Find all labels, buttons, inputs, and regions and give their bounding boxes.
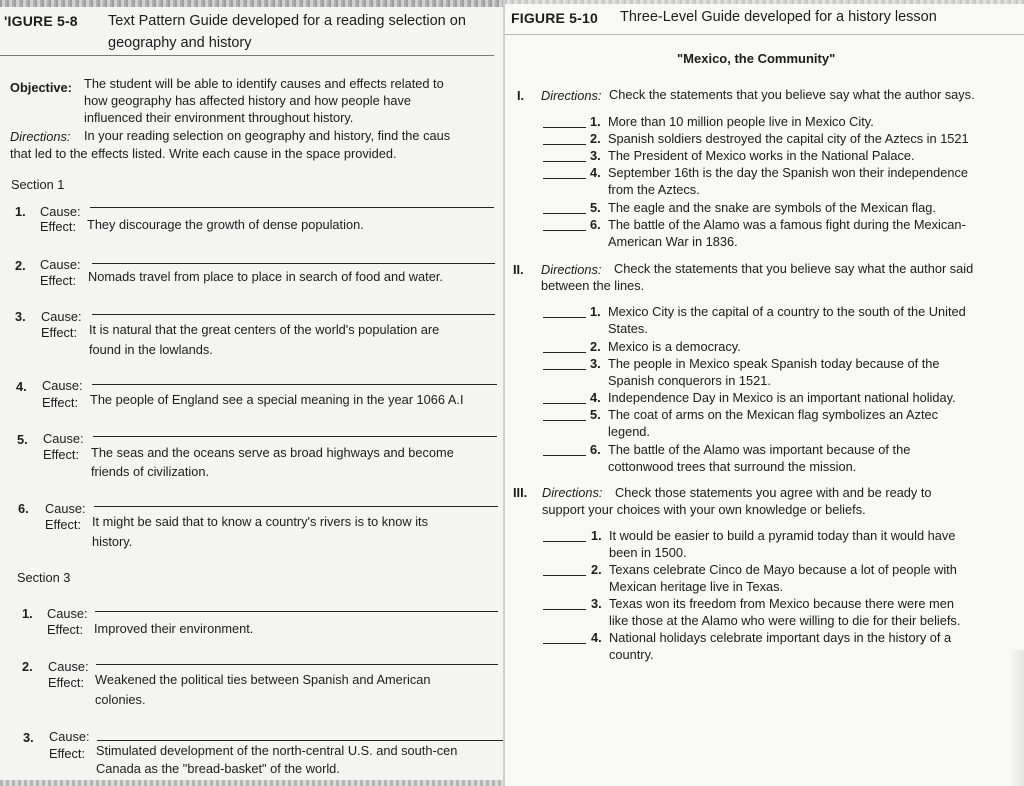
directions-line-2: that led to the effects listed. Write each cause in the space provided. — [10, 146, 397, 161]
statement-text: The coat of arms on the Mexican flag symbolizes an Aztec — [608, 407, 939, 422]
left-page — [0, 0, 503, 786]
cause-answer-line[interactable] — [90, 207, 494, 208]
cause-answer-line[interactable] — [97, 740, 503, 741]
figure-label: 'IGURE 5-8 — [4, 13, 78, 29]
effect-label: Effect: — [49, 746, 86, 761]
cause-answer-line[interactable] — [96, 664, 498, 665]
check-blank[interactable] — [543, 369, 586, 370]
statement-text-continued: been in 1500. — [609, 545, 687, 560]
cause-label: Cause: — [48, 659, 89, 674]
directions-label: Directions: — [541, 262, 602, 277]
lesson-title: "Mexico, the Community" — [677, 51, 836, 66]
effect-text: Nomads travel from place to place in search of food and water. — [88, 269, 443, 284]
item-number: 5. — [590, 200, 601, 215]
check-blank[interactable] — [543, 541, 586, 542]
directions-text: Check the statements that you believe say what the author says. — [609, 87, 975, 102]
effect-label: Effect: — [40, 273, 77, 288]
item-number: 2. — [15, 258, 26, 273]
statement-text-continued: cottonwood trees that surround the mission. — [608, 459, 857, 474]
cause-answer-line[interactable] — [94, 506, 498, 507]
item-number: 6. — [590, 442, 601, 457]
item-number: 3. — [591, 596, 602, 611]
statement-text-continued: country. — [609, 647, 654, 662]
statement-text-continued: Spanish conquerors in 1521. — [608, 373, 771, 388]
effect-text: Weakened the political ties between Spanish and American — [95, 672, 431, 687]
statement-text: The battle of the Alamo was important because of the — [608, 442, 911, 457]
statement-text: Mexico City is the capital of a country to the south of the United — [608, 304, 966, 319]
page-edge-scan-artifact — [0, 780, 503, 786]
page-curl-shadow — [1010, 650, 1024, 786]
effect-text: It might be said that to know a country's rivers is to know its — [92, 514, 429, 529]
check-blank[interactable] — [543, 144, 586, 145]
cause-label: Cause: — [40, 204, 81, 219]
statement-text: The people in Mexico speak Spanish today because of the — [608, 356, 940, 371]
cause-answer-line[interactable] — [92, 384, 497, 385]
directions-line-1: In your reading selection on geography and history, find the caus — [84, 128, 451, 143]
objective-line-3: influenced their environment throughout history. — [84, 110, 354, 125]
directions-label: Directions: — [541, 88, 602, 103]
statement-text: More than 10 million people live in Mexico City. — [608, 114, 874, 129]
cause-answer-line[interactable] — [92, 314, 495, 315]
effect-text: The people of England see a special meaning in the year 1066 A.I — [90, 392, 464, 407]
cause-answer-line[interactable] — [95, 611, 498, 612]
page-edge-scan-artifact — [0, 0, 503, 7]
check-blank[interactable] — [543, 455, 586, 456]
figure-title: Text Pattern Guide developed for a reading selection on — [108, 13, 466, 29]
directions-label: Directions: — [542, 485, 603, 500]
statement-text-continued: from the Aztecs. — [608, 182, 700, 197]
effect-text: It is natural that the great centers of the world's population are — [89, 322, 440, 337]
effect-label: Effect: — [45, 517, 82, 532]
statement-text: September 16th is the day the Spanish won their independence — [608, 165, 968, 180]
page-edge-scan-artifact — [505, 0, 1024, 4]
check-blank[interactable] — [543, 609, 586, 610]
item-number: 4. — [590, 390, 601, 405]
statement-text-continued: American War in 1836. — [608, 234, 738, 249]
header-divider — [0, 55, 494, 56]
item-number: 2. — [590, 131, 601, 146]
statement-text-continued: like those at the Alamo who were willing to die for their beliefs. — [609, 613, 961, 628]
check-blank[interactable] — [543, 317, 586, 318]
effect-text-continued: colonies. — [95, 692, 146, 707]
header-divider — [505, 34, 1024, 35]
effect-text-continued: Canada as the "bread-basket" of the world. — [96, 761, 340, 776]
effect-text-continued: history. — [92, 534, 133, 549]
cause-label: Cause: — [43, 431, 84, 446]
check-blank[interactable] — [543, 230, 586, 231]
directions-text: Check the statements that you believe say what the author said — [614, 261, 974, 276]
check-blank[interactable] — [543, 352, 586, 353]
check-blank[interactable] — [543, 161, 586, 162]
statement-text: Independence Day in Mexico is an important national holiday. — [608, 390, 956, 405]
item-number: 3. — [590, 148, 601, 163]
check-blank[interactable] — [543, 403, 586, 404]
check-blank[interactable] — [543, 643, 586, 644]
section-roman-numeral: II. — [513, 262, 524, 277]
item-number: 3. — [15, 309, 26, 324]
section-heading: Section 1 — [11, 177, 65, 192]
effect-label: Effect: — [41, 325, 78, 340]
cause-answer-line[interactable] — [93, 436, 497, 437]
figure-title: Three-Level Guide developed for a history lesson — [620, 9, 937, 25]
cause-label: Cause: — [42, 378, 83, 393]
item-number: 4. — [16, 379, 27, 394]
check-blank[interactable] — [543, 127, 586, 128]
item-number: 1. — [22, 606, 33, 621]
item-number: 6. — [18, 501, 29, 516]
statement-text: National holidays celebrate important days in the history of a — [609, 630, 952, 645]
statement-text-continued: Mexican heritage live in Texas. — [609, 579, 784, 594]
item-number: 1. — [591, 528, 602, 543]
directions-text: Check those statements you agree with and be ready to — [615, 485, 932, 500]
item-number: 2. — [22, 659, 33, 674]
statement-text: Spanish soldiers destroyed the capital city of the Aztecs in 1521 — [608, 131, 969, 146]
statement-text: The eagle and the snake are symbols of the Mexican flag. — [608, 200, 936, 215]
figure-title-line-2: geography and history — [108, 35, 252, 51]
cause-label: Cause: — [47, 606, 88, 621]
effect-label: Effect: — [48, 675, 85, 690]
effect-text: The seas and the oceans serve as broad highways and become — [91, 445, 454, 460]
item-number: 5. — [17, 432, 28, 447]
right-page — [505, 0, 1024, 786]
statement-text: Texans celebrate Cinco de Mayo because a lot of people with — [609, 562, 957, 577]
check-blank[interactable] — [543, 420, 586, 421]
effect-text: Improved their environment. — [94, 621, 254, 636]
section-heading: Section 3 — [17, 570, 71, 585]
effect-text-continued: found in the lowlands. — [89, 342, 213, 357]
effect-label: Effect: — [47, 622, 84, 637]
section-roman-numeral: I. — [517, 88, 525, 103]
statement-text-continued: States. — [608, 321, 648, 336]
statement-text: It would be easier to build a pyramid today than it would have — [609, 528, 956, 543]
directions-label: Directions: — [10, 129, 71, 144]
item-number: 2. — [591, 562, 602, 577]
item-number: 2. — [590, 339, 601, 354]
item-number: 4. — [590, 165, 601, 180]
statement-text: Mexico is a democracy. — [608, 339, 741, 354]
objective-label: Objective: — [10, 80, 72, 95]
item-number: 1. — [590, 114, 601, 129]
item-number: 1. — [590, 304, 601, 319]
directions-text-continued: support your choices with your own knowledge or beliefs. — [542, 502, 866, 517]
cause-label: Cause: — [49, 729, 90, 744]
objective-line-2: how geography has affected history and how people have — [84, 93, 412, 108]
statement-text: The President of Mexico works in the National Palace. — [608, 148, 915, 163]
statement-text: Texas won its freedom from Mexico because there were men — [609, 596, 954, 611]
figure-label: FIGURE 5-10 — [511, 10, 598, 26]
check-blank[interactable] — [543, 178, 586, 179]
cause-label: Cause: — [40, 257, 81, 272]
effect-text: Stimulated development of the north-central U.S. and south-cen — [96, 743, 458, 758]
statement-text: The battle of the Alamo was a famous fight during the Mexican- — [608, 217, 966, 232]
effect-label: Effect: — [42, 395, 79, 410]
effect-text-continued: friends of civilization. — [91, 464, 210, 479]
statement-text-continued: legend. — [608, 424, 650, 439]
cause-label: Cause: — [45, 501, 86, 516]
item-number: 5. — [590, 407, 601, 422]
cause-label: Cause: — [41, 309, 82, 324]
effect-text: They discourage the growth of dense population. — [87, 217, 364, 232]
item-number: 1. — [15, 204, 26, 219]
cause-answer-line[interactable] — [92, 263, 495, 264]
check-blank[interactable] — [543, 213, 586, 214]
item-number: 4. — [591, 630, 602, 645]
effect-label: Effect: — [43, 447, 80, 462]
effect-label: Effect: — [40, 219, 77, 234]
objective-line-1: The student will be able to identify causes and effects related to — [84, 76, 444, 91]
item-number: 3. — [590, 356, 601, 371]
check-blank[interactable] — [543, 575, 586, 576]
item-number: 3. — [23, 730, 34, 745]
item-number: 6. — [590, 217, 601, 232]
directions-text-continued: between the lines. — [541, 278, 645, 293]
section-roman-numeral: III. — [513, 485, 528, 500]
